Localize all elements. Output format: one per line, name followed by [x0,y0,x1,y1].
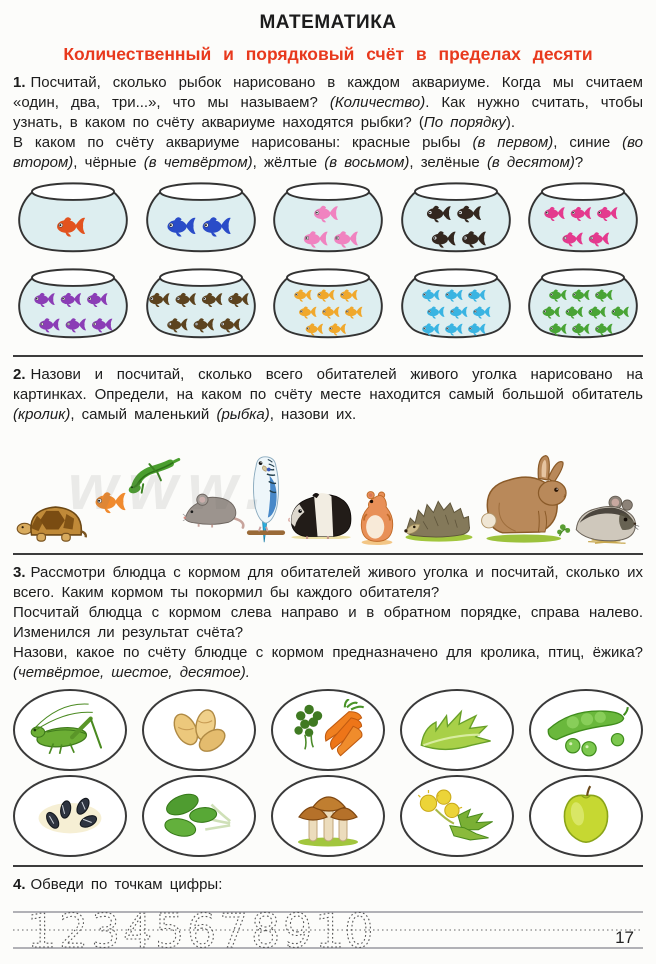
italic-text: (в десятом) [486,154,575,171]
saucer-sunflower-seeds [13,775,127,857]
text-run: , чёрные [73,154,144,171]
animal-hamster [356,487,398,545]
saucer-grasshopper [13,689,127,771]
animal-turtle [15,497,93,545]
task-2-number: 2. [13,366,26,383]
italic-text: (четвёртое, шестое, десятое). [13,664,250,681]
animal-rabbit [475,454,571,545]
task-3-para-1 [13,564,643,601]
aquarium-3 [268,177,388,261]
text-run: . Как нужно считать, чтобы узнать, в каком по счёту аквариуме находятся рыбки? ( [13,94,643,131]
task-3-para-3 [13,643,643,683]
saucer-leaf [400,689,514,771]
trace-digit-8: 8 [251,904,281,958]
page-title: МАТЕМАТИКА [259,12,397,33]
text-run: , самый маленький [70,406,217,423]
aquarium-6 [13,263,133,347]
aquarium-row-1 [13,177,643,261]
animal-chinchilla [571,494,641,545]
italic-text: По порядку [423,114,506,131]
aquarium-row-2 [13,263,643,347]
trace-digit-5: 5 [155,904,185,958]
text-run: ? [574,154,584,171]
task-1-para-1 [13,74,643,131]
aquarium-2 [141,177,261,261]
italic-text: (в первом) [472,134,554,151]
trace-digit-10: 10 [315,904,374,958]
trace-digit-7: 7 [219,904,249,958]
task-1-question [13,133,643,173]
aquarium-8 [268,263,388,347]
trace-digit-1: 1 [27,904,57,958]
trace-digit-2: 2 [59,904,89,958]
italic-text: (рыбка) [216,406,270,423]
watermark: www. [68,451,273,523]
aquarium-10 [523,263,643,347]
saucer-apple [529,775,643,857]
animal-mouse [182,487,246,529]
text-run: , назови их. [269,406,357,423]
trace-digit-4: 4 [123,904,153,958]
text-run: Назови, какое по счёту блюдце с кормом предназначено для кролика, птиц, ёжика? [13,644,643,661]
task-4-text [13,875,643,895]
text-run: ). [505,114,516,131]
tracing-area [13,903,643,964]
text-run: Посчитай, сколько рыбок нарисовано в каждом аквариуме. Когда мы считаем «один, два, три...», что мы называем? [13,74,643,111]
task-4-label: Обведи по точкам цифры: [30,876,223,893]
saucer-green-leaves [142,775,256,857]
task-1-text [13,73,643,133]
trace-digit-9: 9 [283,904,313,958]
task-1-number: 1. [13,74,26,91]
italic-text: (в восьмом) [324,154,410,171]
text-run: Рассмотри блюдца с кормом для обитателей живого уголка и посчитай, сколько их всего. Каким кормом ты покормил бы каждого обитателя? [13,564,643,601]
aquarium-9 [396,263,516,347]
animal-budgerigar [246,454,286,545]
text-run: , синие [553,134,623,151]
animal-hedgehog [399,491,475,542]
pets-row [13,425,643,545]
saucer-carrots-and-parsley [271,689,385,771]
aquarium-1 [13,177,133,261]
saucer-dandelions [400,775,514,857]
task-3-para-2: Посчитай блюдца с кормом слева направо и в обратном порядке, справа налево. Изменился ли результат счёта? [13,604,643,641]
trace-digit-3: 3 [91,904,121,958]
animal-lizard [127,457,181,499]
section-divider [13,865,643,867]
text-run: , жёлтые [252,154,325,171]
task-4-number: 4. [13,876,26,893]
page-number: 17 [615,928,634,947]
tracing-lines [13,903,643,959]
saucer-pea-pod [529,689,643,771]
animal-goldfish [93,488,127,515]
task-3-text [13,563,643,603]
animal-guinea-pig [286,485,356,539]
aquarium-4 [396,177,516,261]
section-divider [13,355,643,357]
italic-text: (Количество) [329,94,426,111]
task-2-para [13,366,643,423]
aquarium-7 [141,263,261,347]
food-saucer-row-2 [13,775,643,857]
aquarium-5 [523,177,643,261]
text-run: Назови и посчитай, сколько всего обитателей живого уголка нарисовано на картинках. Определи, на каком по счёту месте находится самый большой обитатель [13,366,643,403]
food-saucer-row-1 [13,689,643,771]
task-2-text [13,365,643,425]
italic-text: (кролик) [13,406,71,423]
section-divider [13,553,643,555]
saucer-peanuts [142,689,256,771]
saucer-mushrooms [271,775,385,857]
task-3-number: 3. [13,564,26,581]
text-run: В каком по счёту аквариуме нарисованы: красные рыбы [13,134,473,151]
italic-text: (во втором) [13,134,643,171]
lesson-subtitle: Количественный и порядковый счёт в пределах десяти [63,44,593,64]
italic-text: (в четвёртом) [143,154,253,171]
text-run: , зелёные [409,154,487,171]
trace-digit-6: 6 [187,904,217,958]
